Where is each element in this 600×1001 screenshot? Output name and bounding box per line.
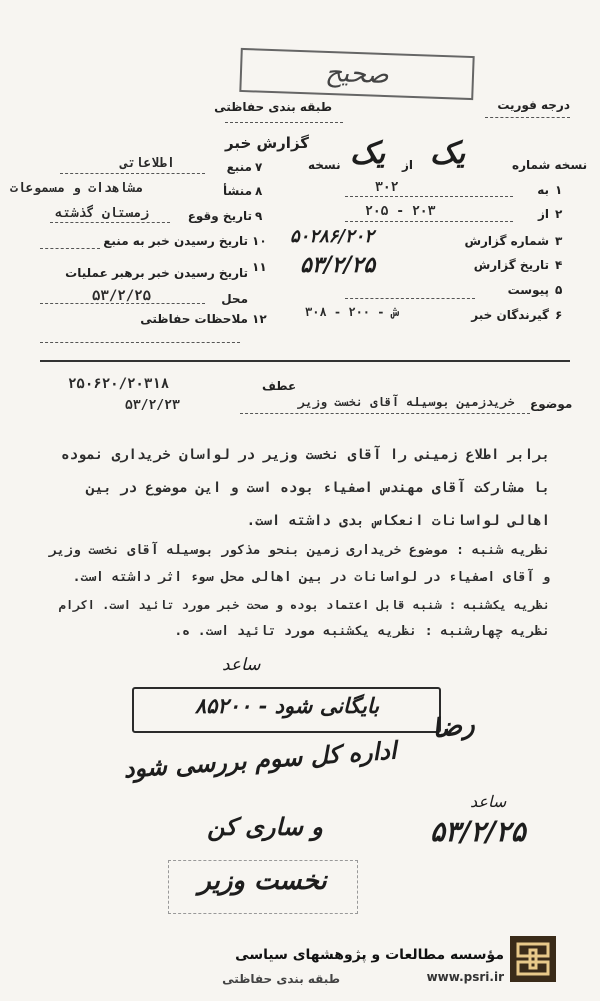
urgency-label: درجه فوریت xyxy=(497,98,570,112)
body-line: نظریه شنبه : موضوع خریداری زمین بنحو مذکور بوسیله آقای نخست وزیر xyxy=(49,543,550,558)
field-7-value: اطلاعاتی xyxy=(120,156,175,171)
signature-top: ساعد xyxy=(222,655,261,675)
field-9-label: تاریخ وقوع xyxy=(187,209,252,223)
field-6-num: ۶ xyxy=(555,308,563,322)
field-4-value: ۵۳/۲/۲۵ xyxy=(300,252,376,278)
top-stamp: صحیح xyxy=(239,48,474,100)
field-11-num: ۱۱ xyxy=(252,260,267,274)
classification-label-top: طبقه بندی حفاظتی xyxy=(214,100,332,114)
field-7-label: منبع xyxy=(226,160,252,174)
body-line: نظریه یکشنبه : شنبه قابل اعتماد بوده و صحت خبر مورد تائید است. اکرام xyxy=(58,598,550,612)
field-12-line xyxy=(40,342,240,343)
field-1-line xyxy=(345,196,513,197)
handwritten-note-1: اداره کل سوم بررسی شود xyxy=(122,735,398,784)
subject-line xyxy=(240,413,530,414)
field-9-line xyxy=(50,222,170,223)
field-12-label: ملاحظات حفاظتی xyxy=(140,312,248,326)
field-6-value: ۳۰۸ - ۲۰۰ - ش xyxy=(305,305,399,319)
urgency-underline xyxy=(485,117,570,118)
field-9-num: ۹ xyxy=(255,209,263,223)
body-line: اهالی لواسانات انعکاس بدی داشته است. xyxy=(246,513,550,529)
field-2-label: از xyxy=(537,207,549,221)
subject-label: موضوع xyxy=(530,397,573,411)
field-2-line xyxy=(345,221,513,222)
field-2-value: ۲۰۵ - ۲۰۳ xyxy=(365,204,436,219)
field-5-line xyxy=(345,298,475,299)
subject-text: خریدزمین بوسیله آقای نخست وزیر xyxy=(298,395,515,409)
website-url: www.psri.ir xyxy=(426,970,504,984)
reference-number: ۲۵۰۶۲۰/۲۰۳۱۸ xyxy=(68,376,170,392)
body-line: با مشارکت آقای مهندس اصفیاء بوده است و این موضوع در بین xyxy=(86,480,550,496)
field-4-label: تاریخ گزارش xyxy=(473,258,549,272)
archive-stamp: بایگانی شود - ۸۵۲۰۰ xyxy=(194,693,380,718)
logo-knot-icon xyxy=(510,936,556,982)
body-line: برابر اطلاع زمینی را آقای نخست وزیر در لواسان خریداری نموده xyxy=(61,447,550,463)
field-3-label: شماره گزارش xyxy=(464,234,549,248)
right-date: ۵۳/۲/۲۵ xyxy=(430,815,526,848)
field-1-label: به xyxy=(537,183,549,197)
field-7-line xyxy=(60,173,205,174)
field-11-value: ۵۳/۲/۲۵ xyxy=(92,288,152,304)
reference-date: ۵۳/۲/۲۳ xyxy=(125,398,180,413)
psri-logo xyxy=(510,936,556,982)
copy-of-label: از xyxy=(402,158,414,172)
field-1-value: ۳۰۲ xyxy=(375,180,399,195)
field-5-label: پیوست xyxy=(507,283,549,297)
field-1-num: ۱ xyxy=(555,183,563,197)
field-2-num: ۲ xyxy=(555,207,563,221)
reference-label: عطف xyxy=(262,379,297,393)
right-signature: رضا xyxy=(430,709,477,745)
handwritten-note-2: و ساری کن xyxy=(207,812,323,841)
handwritten-note-3: نخست وزیر xyxy=(198,866,327,896)
copy-tail-label: نسخه xyxy=(308,158,341,172)
classification-underline xyxy=(225,122,343,123)
institute-name: مؤسسه مطالعات و پژوهشهای سیاسی xyxy=(235,947,504,963)
right-signature-2: ساعد xyxy=(470,792,507,811)
field-11-line xyxy=(40,303,205,304)
report-title: گزارش خبر xyxy=(224,134,310,152)
field-8-value: مشاهدات و مسموعات xyxy=(10,181,144,196)
field-10-num: ۱۰ xyxy=(252,234,267,248)
field-9-value: زمستان گذشته xyxy=(55,206,149,221)
field-8-num: ۸ xyxy=(255,184,263,198)
copy-number-label: نسخه شماره xyxy=(512,158,588,172)
copy-total-value: یک xyxy=(350,136,386,171)
field-5-num: ۵ xyxy=(555,283,563,297)
field-6-label: گیرندگان خبر xyxy=(471,308,549,322)
field-3-value: ۵۰۲۸۶/۲۰۲ xyxy=(290,226,374,247)
body-line: و آقای اصفیاء در لواسانات در بین اهالی محل سوء اثر داشته است. xyxy=(72,570,550,585)
copy-number-value: یک xyxy=(430,136,466,171)
field-10-label: تاریخ رسیدن خبر به منبع xyxy=(103,234,248,248)
field-10-line xyxy=(40,248,100,249)
field-4-num: ۴ xyxy=(555,258,563,272)
field-12-num: ۱۲ xyxy=(252,312,267,326)
field-3-num: ۳ xyxy=(555,234,563,248)
body-line: نظریه چهارشنبه : نظریه یکشنبه مورد تائید است. ه. xyxy=(174,624,550,639)
classification-label-bottom: طبقه بندی حفاظتی xyxy=(222,972,340,986)
field-11-label: تاریخ رسیدن خبر برهبر عملیات محل xyxy=(65,266,248,306)
field-8-label: منشأ xyxy=(222,184,252,198)
field-7-num: ۷ xyxy=(255,160,263,174)
header-separator xyxy=(40,360,570,362)
